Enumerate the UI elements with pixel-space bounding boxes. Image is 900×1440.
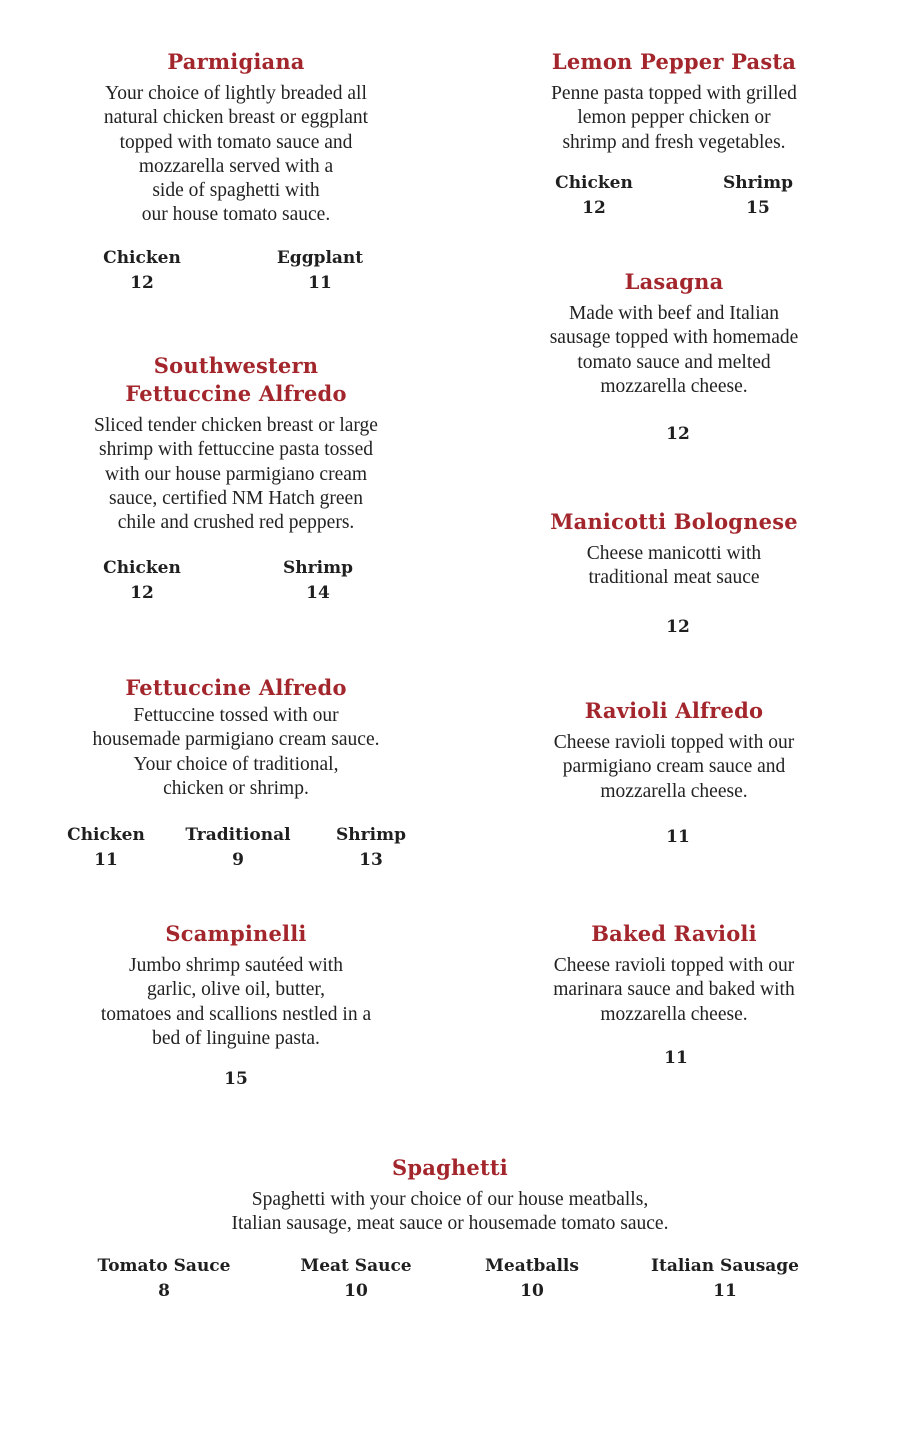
item-description: Cheese ravioli topped with our parmigiano cream sauce and mozzarella cheese. [553,732,795,802]
item-title: Baked Ravioli [591,921,757,946]
item-title: Parmigiana [167,49,305,74]
price-chicken: Chicken 12 [103,248,181,293]
item-title: Lasagna [624,269,724,294]
item-title: Fettuccine Alfredo [125,675,347,700]
item-description: Penne pasta topped with grilled lemon pepper chicken or shrimp and fresh vegetables. [551,83,797,153]
item-price: 11 [664,1048,688,1068]
price-eggplant: Eggplant 11 [276,248,364,293]
item-description: Fettuccine tossed with our housemade parmigiano cream sauce. Your choice of traditional, chicken or shrimp. [92,705,380,799]
item-description: Sliced tender chicken breast or large shrimp with fettuccine pasta tossed with our house parmigiano cream sauce, certified NM Hatch green chile and crushed red peppers. [94,415,378,534]
menu-item-southwestern-fettuccine-alfredo [36,352,436,535]
price-meatballs: Meatballs 10 [485,1256,579,1301]
item-title: Lemon Pepper Pasta [551,49,797,74]
item-title: Manicotti Bolognese [550,509,798,534]
price-shrimp: Shrimp 13 [336,825,406,870]
price-shrimp: Shrimp 15 [723,173,793,218]
item-description: Cheese manicotti with traditional meat sauce [586,543,762,589]
menu-item-baked-ravioli [474,920,874,1027]
item-description: Your choice of lightly breaded all natural chicken breast or eggplant topped with tomato sauce and mozzarella served with a side of spaghetti with our house tomato sauce. [103,83,369,226]
price-chicken: Chicken 12 [103,558,181,603]
menu-item-parmigiana [36,48,436,228]
item-title: Southwestern Fettuccine Alfredo [125,353,347,406]
item-price: 12 [666,617,690,637]
price-tomato-sauce: Tomato Sauce 8 [97,1256,231,1301]
menu-item-lemon-pepper-pasta [474,48,874,155]
menu-item-lasagna [474,268,874,399]
item-title: Scampinelli [165,921,307,946]
price-chicken: Chicken 11 [67,825,145,870]
price-italian-sausage: Italian Sausage 11 [651,1256,799,1301]
item-title: Spaghetti [392,1155,508,1180]
price-shrimp: Shrimp 14 [283,558,353,603]
menu-item-spaghetti [100,1154,800,1237]
item-description: Made with beef and Italian sausage topped with homemade tomato sauce and melted mozzarella cheese. [549,303,799,397]
item-description: Spaghetti with your choice of our house meatballs, Italian sausage, meat sauce or housemade tomato sauce. [231,1189,669,1235]
menu-item-scampinelli [36,920,436,1051]
price-chicken: Chicken 12 [555,173,633,218]
menu-item-ravioli-alfredo [474,697,874,804]
price-traditional: Traditional 9 [185,825,291,870]
item-price: 15 [224,1069,248,1089]
item-title: Ravioli Alfredo [584,698,764,723]
price-meat-sauce: Meat Sauce 10 [300,1256,412,1301]
item-price: 11 [666,827,690,847]
item-price: 12 [666,424,690,444]
menu-item-manicotti-bolognese [474,508,874,591]
menu-item-fettuccine-alfredo [36,674,436,801]
item-description: Jumbo shrimp sautéed with garlic, olive oil, butter, tomatoes and scallions nestled in a bed of linguine pasta. [100,955,372,1049]
item-description: Cheese ravioli topped with our marinara sauce and baked with mozzarella cheese. [553,955,795,1025]
